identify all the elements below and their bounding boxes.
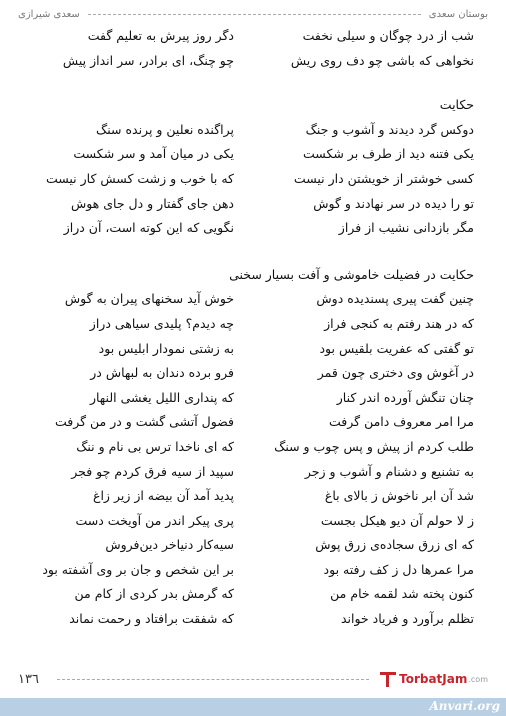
couplet [0, 192, 506, 217]
couplet [0, 361, 506, 386]
book-title: بوستان سعدی [428, 8, 488, 20]
hemistich-left: پری پیکر اندر من آویخت دست [75, 512, 234, 528]
couplet [0, 287, 506, 312]
hemistich-right: شب از درد چوگان و سیلی نخفت [302, 28, 474, 43]
section-1 [0, 24, 506, 73]
hemistich-left: که گرمش بدر کردی از کام من [74, 586, 234, 602]
section-title: حکایت در فضیلت خاموشی و آفت بسیار سخنی [229, 266, 474, 282]
couplet [0, 533, 506, 558]
hemistich-right: که در هند رفتم به کنجی فراز [324, 315, 474, 331]
page-number: ١٣٦ [18, 671, 39, 687]
poem-body [0, 24, 506, 632]
page-footer [18, 666, 488, 692]
couplet [0, 312, 506, 337]
couplet [0, 607, 506, 632]
hemistich-right: تو گفتی که عفریت بلقیس بود [319, 340, 474, 356]
section-3 [0, 263, 506, 632]
couplet [0, 24, 506, 49]
hemistich-right: یکی فتنه دید از طرف بر شکست [303, 146, 474, 162]
hemistich-right: کنون پخته شد لقمه خام من [330, 586, 474, 602]
hemistich-left: که ای ناخدا ترس بی نام و ننگ [76, 438, 234, 454]
hemistich-right: به تشنیع و دشنام و آشوب و زجر [304, 463, 474, 479]
hemistich-right: مرا امر معروف دامن گرفت [329, 414, 474, 430]
couplet [0, 118, 506, 143]
hemistich-right: چنان تنگش آورده اندر کنار [336, 389, 474, 405]
couplet [0, 142, 506, 167]
couplet [0, 460, 506, 485]
hemistich-left: چه دیدم؟ پلیدی سیاهی دراز [89, 315, 234, 331]
hemistich-left: پراگنده نعلین و پرنده سنگ [96, 121, 234, 137]
hemistich-left: دگر روز پیرش به تعلیم گفت [87, 28, 234, 43]
header-divider [88, 14, 421, 15]
hemistich-left: که شفقت برافتاد و رحمت نماند [69, 611, 234, 627]
hemistich-right: تو را دیده در سر نهادند و گوش [313, 195, 474, 211]
page-header [18, 6, 488, 22]
couplet [0, 410, 506, 435]
couplet [0, 386, 506, 411]
hemistich-left: فرو برده دندان به لبهاش در [90, 365, 234, 381]
author-name: سعدی شیرازی [18, 8, 80, 20]
couplet [0, 558, 506, 583]
hemistich-right: تظلم برآورد و فریاد خواند [340, 611, 474, 627]
couplet [0, 509, 506, 534]
hemistich-left: یکی در میان آمد و سر شکست [73, 146, 234, 162]
hemistich-right: دوکس گرد دیدند و آشوب و جنگ [305, 121, 474, 137]
couplet [0, 582, 506, 607]
hemistich-left: چو چنگ، ای برادر، سر انداز پیش [62, 52, 234, 68]
hemistich-left: فضول آتشی گشت و در من گرفت [54, 414, 234, 430]
hemistich-right: کسی خوشتر از خویشتن دار نیست [293, 170, 474, 186]
section-title: حکایت [439, 97, 474, 113]
hemistich-right: در آغوش وی دختری چون قمر [317, 365, 474, 381]
couplet [0, 167, 506, 192]
site-logo [379, 670, 488, 688]
logo-tld: .com [468, 674, 488, 684]
hemistich-left: بر این شخص و جان بر وی آشفته بود [42, 561, 234, 577]
hemistich-right: نخواهی که باشی چو دف روی ریش [290, 52, 474, 68]
couplet [0, 216, 506, 241]
hemistich-right: طلب کردم از پیش و پس چوب و سنگ [274, 438, 474, 454]
section-gap [0, 73, 506, 93]
hemistich-right: که ای زرق سجاده‌ی زرق پوش [315, 537, 474, 553]
hemistich-right: مرا عمرها دل ز کف رفته بود [323, 561, 474, 577]
hemistich-left: به زشتی نمودار ابلیس بود [98, 340, 234, 356]
hemistich-left: دهن جای گفتار و دل جای هوش [70, 195, 234, 211]
logo-mark-icon [379, 670, 397, 688]
hemistich-right: ز لا حولم آن دیو هیکل بجست [320, 512, 474, 528]
section-gap [0, 241, 506, 263]
couplet [0, 435, 506, 460]
couplet [0, 484, 506, 509]
hemistich-left: خوش آید سخنهای پیران به گوش [64, 291, 234, 307]
couplet [0, 337, 506, 362]
hemistich-left: نگویی که این کوته است، آن دراز [63, 220, 234, 236]
hemistich-left: که با خوب و زشت کسش کار نیست [45, 170, 234, 186]
section-2 [0, 93, 506, 241]
hemistich-left: سیه‌کار دنیاخر دین‌فروش [105, 537, 234, 553]
couplet [0, 49, 506, 74]
footer-divider [57, 679, 369, 680]
hemistich-left: پدید آمد آن بیضه از زیر زاغ [93, 488, 234, 504]
watermark-text: Anvari.org [429, 699, 500, 713]
hemistich-right: چنین گفت پیری پسندیده دوش [316, 291, 474, 307]
hemistich-left: سپید از سیه فرق کردم چو فجر [71, 463, 234, 479]
hemistich-left: که پنداری اللیل یغشی النهار [89, 389, 234, 405]
hemistich-right: شد آن ابر ناخوش ز بالای باغ [324, 488, 474, 504]
hemistich-right: مگر بازدانی نشیب از فراز [338, 220, 474, 236]
logo-name: TorbatJam [399, 672, 468, 686]
watermark-bar [0, 698, 506, 716]
